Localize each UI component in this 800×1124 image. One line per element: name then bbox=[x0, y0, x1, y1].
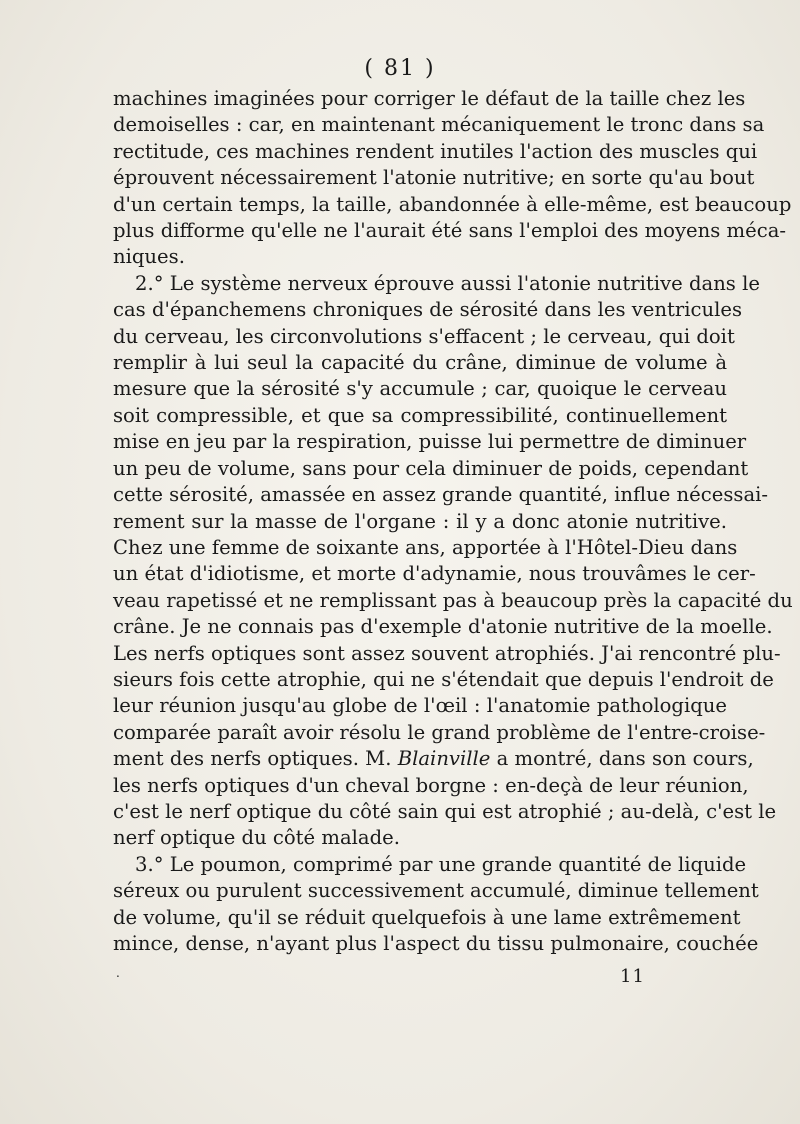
text-line: remplir à lui seul la capacité du crâne, diminue de volume à bbox=[113, 351, 727, 375]
text-line: plus difforme qu'elle ne l'aurait été sans l'emploi des moyens méca- bbox=[113, 219, 786, 243]
text-line: les nerfs optiques d'un cheval borgne : en-deçà de leur réunion, bbox=[113, 773, 749, 797]
author-name: Blainville bbox=[397, 747, 491, 771]
text-line: comparée paraît avoir résolu le grand problème de l'entre-croise- bbox=[113, 720, 766, 744]
text-line: mise en jeu par la respiration, puisse lui permettre de diminuer bbox=[113, 430, 747, 454]
text-line: sieurs fois cette atrophie, qui ne s'étendait que depuis l'endroit de bbox=[113, 667, 774, 691]
page-number: ( 81 ) bbox=[364, 56, 436, 81]
text-line: cas d'épanchemens chroniques de sérosité dans les ventricules bbox=[113, 298, 743, 322]
text-line: d'un certain temps, la taille, abandonnée à elle-même, est beaucoup bbox=[113, 192, 792, 216]
body-text bbox=[113, 86, 793, 957]
text-line: un état d'idiotisme, et morte d'adynamie, nous trouvâmes le cer- bbox=[113, 562, 756, 586]
text-line: leur réunion jusqu'au globe de l'œil : l'anatomie pathologique bbox=[113, 694, 727, 718]
text-line: mesure que la sérosité s'y accumule ; car, quoique le cerveau bbox=[113, 377, 727, 401]
text-line: demoiselles : car, en maintenant mécaniquement le tronc dans sa bbox=[113, 113, 765, 137]
text-line: Les nerfs optiques sont assez souvent atrophiés. J'ai rencontré plu- bbox=[113, 641, 781, 665]
text-line: veau rapetissé et ne remplissant pas à beaucoup près la capacité du bbox=[113, 588, 793, 612]
text-line: de volume, qu'il se réduit quelquefois à une lame extrêmement bbox=[113, 905, 741, 929]
text-line: crâne. Je ne connais pas d'exemple d'atonie nutritive de la moelle. bbox=[113, 615, 773, 639]
text-line: cette sérosité, amassée en assez grande quantité, influe nécessai- bbox=[113, 483, 769, 507]
text-line: machines imaginées pour corriger le défaut de la taille chez les bbox=[113, 87, 746, 110]
text-fragment: ment des nerfs optiques. M. bbox=[113, 747, 398, 771]
text-line: rectitude, ces machines rendent inutiles l'action des muscles qui bbox=[113, 139, 758, 163]
signature-mark: 11 bbox=[620, 966, 645, 987]
text-line: un peu de volume, sans pour cela diminuer de poids, cependant bbox=[113, 456, 749, 480]
text-line: Chez une femme de soixante ans, apportée à l'Hôtel-Dieu dans bbox=[113, 535, 738, 559]
footer-mark: . bbox=[116, 966, 120, 980]
text-line: séreux ou purulent successivement accumulé, diminue tellement bbox=[113, 879, 759, 903]
text-line: éprouvent nécessairement l'atonie nutritive; en sorte qu'au bout bbox=[113, 166, 755, 190]
text-line: niques. bbox=[113, 245, 185, 269]
text-line: 3.° Le poumon, comprimé par une grande quantité de liquide bbox=[135, 852, 747, 876]
text-line: c'est le nerf optique du côté sain qui est atrophié ; au-delà, c'est le bbox=[113, 799, 777, 823]
text-line: soit compressible, et que sa compressibilité, continuellement bbox=[113, 403, 727, 427]
text-line: mince, dense, n'ayant plus l'aspect du tissu pulmonaire, couchée bbox=[113, 932, 759, 955]
text-line: 2.° Le système nerveux éprouve aussi l'atonie nutritive dans le bbox=[135, 271, 760, 295]
text-line: du cerveau, les circonvolutions s'effacent ; le cerveau, qui doit bbox=[113, 324, 735, 348]
text-fragment: a montré, dans son cours, bbox=[490, 747, 754, 771]
text-line: rement sur la masse de l'organe : il y a donc atonie nutritive. bbox=[113, 509, 727, 533]
text-line: nerf optique du côté malade. bbox=[113, 826, 400, 850]
text-line bbox=[113, 746, 754, 772]
